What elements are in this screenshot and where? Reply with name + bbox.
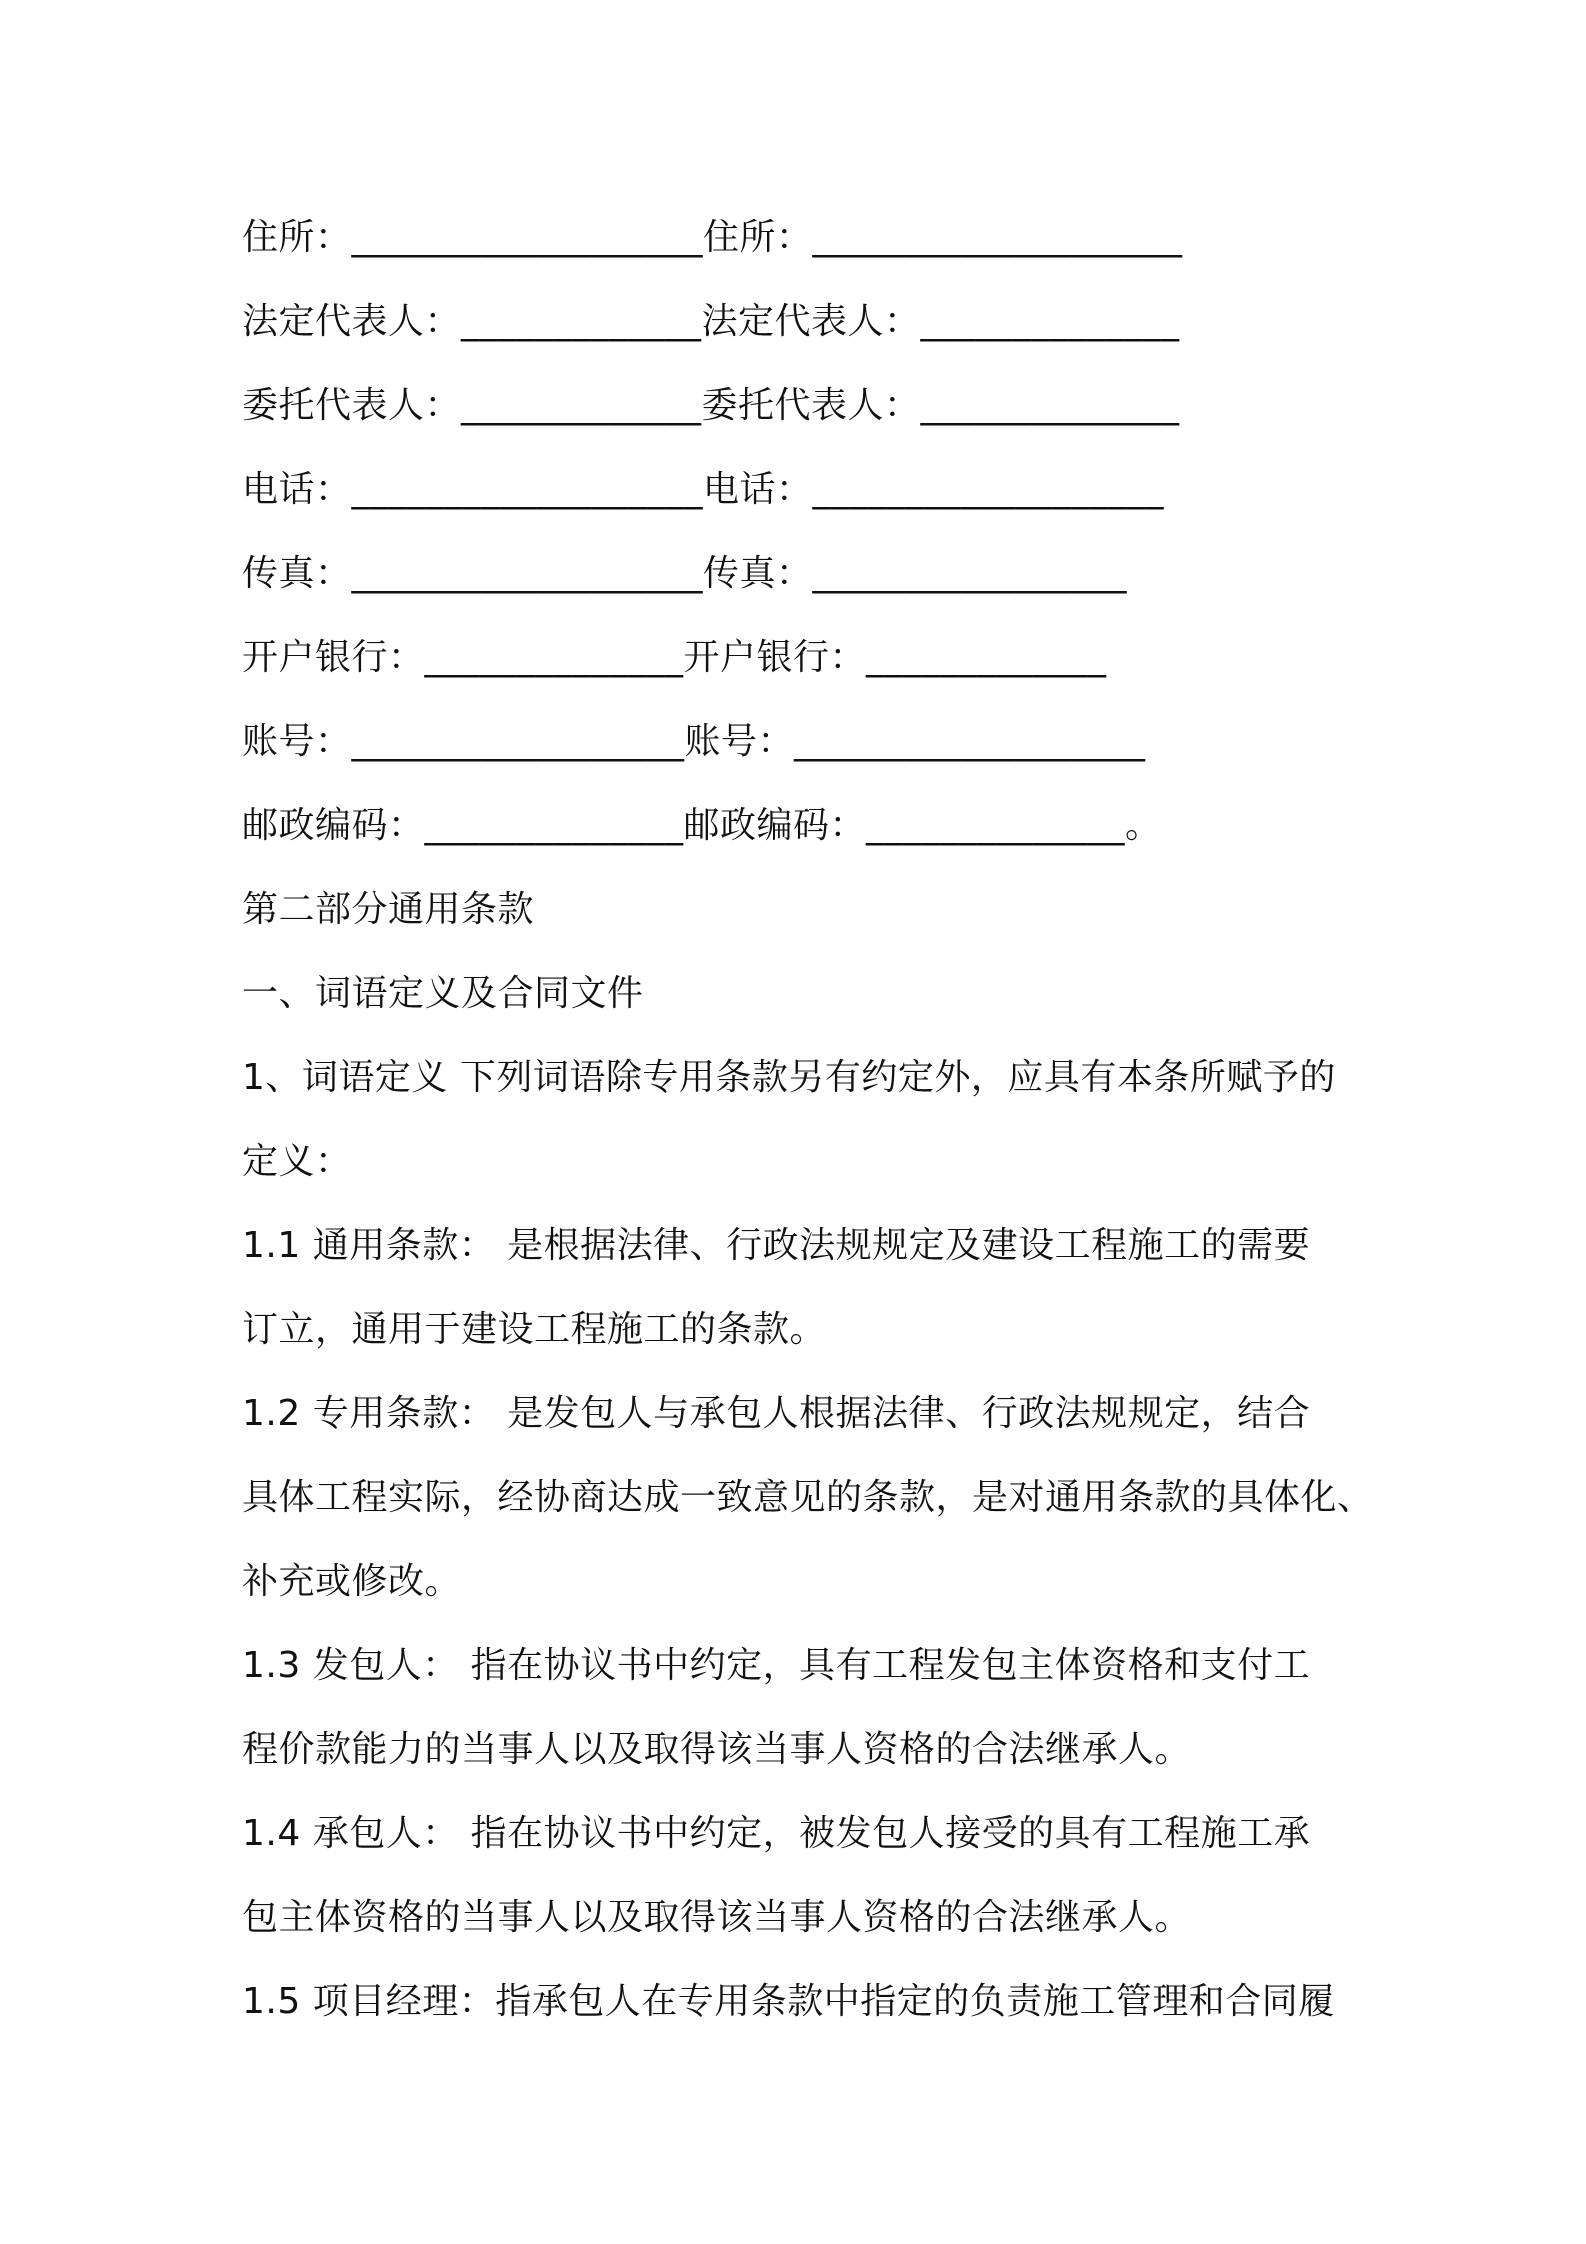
- document-content: [242, 196, 1374, 2044]
- paragraph-special-terms: [242, 1372, 1374, 1624]
- right-field-label: 电话：: [703, 469, 813, 510]
- left-field-label: 法定代表人：: [242, 301, 462, 342]
- left-field-label: 电话：: [242, 469, 352, 510]
- party-info-row: [242, 364, 1362, 448]
- right-field-label: 开户银行：: [683, 637, 867, 678]
- party-info-row: [242, 448, 1362, 532]
- paragraph-word-definition: [242, 1036, 1362, 1204]
- right-field-blank: ______________: [866, 805, 1126, 846]
- paragraph-line: 订立，通用于建设工程施工的条款。: [242, 1309, 827, 1350]
- left-field-blank: ___________________: [351, 469, 704, 510]
- left-field-blank: _____________: [461, 301, 702, 342]
- paragraph-project-manager: [242, 1960, 1362, 2044]
- paragraph-general-terms: [242, 1204, 1362, 1372]
- paragraph-line: 包主体资格的当事人以及取得该当事人资格的合法继承人。: [242, 1897, 1192, 1938]
- paragraph-line: 1、词语定义 下列词语除专用条款另有约定外，应具有本条所赋予的: [242, 1057, 1336, 1098]
- left-field-label: 邮政编码：: [242, 805, 425, 846]
- party-info-block: [242, 196, 1362, 868]
- chapter-title: 一、词语定义及合同文件: [242, 973, 644, 1014]
- paragraph-line: 1.4 承包人： 指在协议书中约定，被发包人接受的具有工程施工承: [242, 1813, 1311, 1854]
- party-info-row: [242, 196, 1362, 280]
- row-tail: 。: [1125, 805, 1162, 846]
- left-field-blank: ______________: [424, 637, 684, 678]
- right-field-blank: _____________: [866, 637, 1107, 678]
- right-field-label: 委托代表人：: [701, 385, 921, 426]
- left-field-blank: _____________: [461, 385, 702, 426]
- party-info-row: [242, 616, 1362, 700]
- paragraph-contractor: [242, 1792, 1362, 1960]
- right-field-blank: ______________: [920, 301, 1180, 342]
- right-field-blank: ___________________: [812, 469, 1165, 510]
- left-field-blank: ___________________: [351, 217, 704, 258]
- paragraph-line: 补充或修改。: [242, 1561, 462, 1602]
- right-field-label: 住所：: [703, 217, 813, 258]
- paragraph-line: 定义：: [242, 1141, 352, 1182]
- paragraph-line: 程价款能力的当事人以及取得该当事人资格的合法继承人。: [242, 1729, 1192, 1770]
- left-field-blank: ___________________: [351, 553, 704, 594]
- paragraph-line: 1.1 通用条款： 是根据法律、行政法规规定及建设工程施工的需要: [242, 1225, 1311, 1266]
- left-field-label: 传真：: [242, 553, 352, 594]
- right-field-blank: _________________: [812, 553, 1128, 594]
- paragraph-employer: [242, 1624, 1362, 1792]
- section-title: 第二部分通用条款: [242, 889, 535, 930]
- party-info-row: [242, 784, 1362, 868]
- left-field-label: 开户银行：: [242, 637, 425, 678]
- right-field-blank: ______________: [920, 385, 1180, 426]
- left-field-blank: ______________: [424, 805, 684, 846]
- paragraph-line: 具体工程实际，经协商达成一致意见的条款，是对通用条款的具体化、: [242, 1477, 1374, 1518]
- right-field-label: 邮政编码：: [683, 805, 867, 846]
- party-info-row: [242, 532, 1362, 616]
- paragraph-line: 1.2 专用条款： 是发包人与承包人根据法律、行政法规规定，结合: [242, 1393, 1311, 1434]
- paragraph-line: 1.5 项目经理：指承包人在专用条款中指定的负责施工管理和合同履: [242, 1981, 1335, 2022]
- left-field-blank: __________________: [351, 721, 685, 762]
- left-field-label: 账号：: [242, 721, 352, 762]
- paragraph-line: 1.3 发包人： 指在协议书中约定，具有工程发包主体资格和支付工: [242, 1645, 1311, 1686]
- left-field-label: 委托代表人：: [242, 385, 462, 426]
- right-field-label: 传真：: [703, 553, 813, 594]
- right-field-blank: ___________________: [794, 721, 1146, 762]
- party-info-row: [242, 700, 1362, 784]
- left-field-label: 住所：: [242, 217, 352, 258]
- right-field-label: 法定代表人：: [701, 301, 921, 342]
- right-field-blank: ____________________: [812, 217, 1183, 258]
- party-info-row: [242, 280, 1362, 364]
- right-field-label: 账号：: [684, 721, 795, 762]
